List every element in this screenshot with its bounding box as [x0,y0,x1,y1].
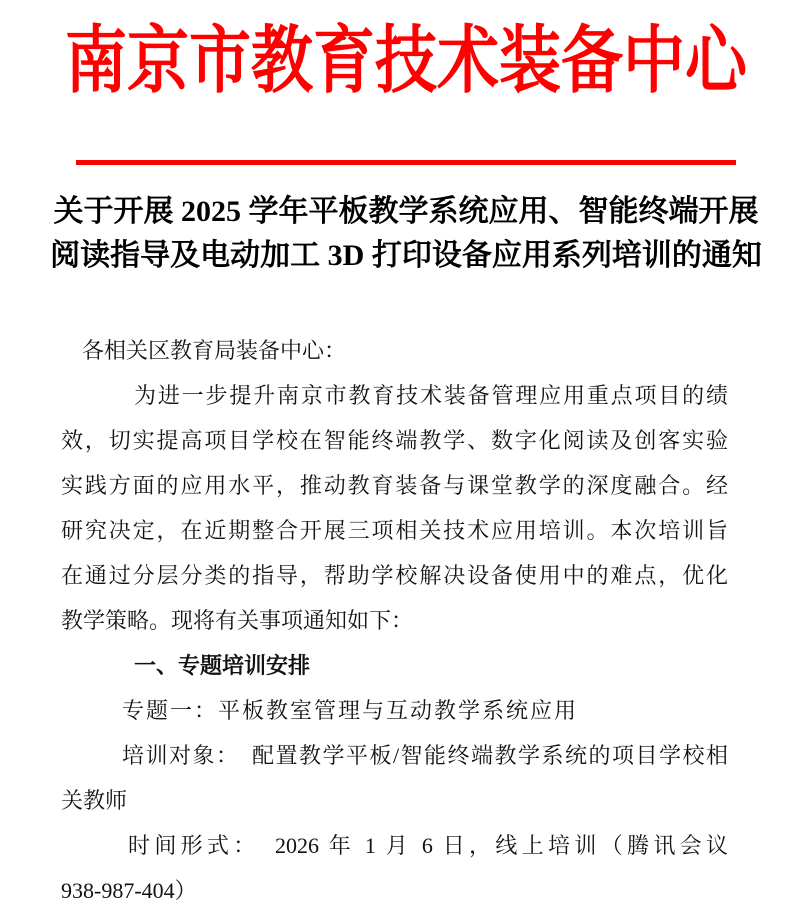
notice-title-line-1: 关于开展 2025 学年平板教学系统应用、智能终端开展 [53,195,759,228]
salutation-line: 各相关区教育局装备中心： [82,338,347,363]
intro-paragraph-line-6: 教学策略。现将有关事项通知如下： [61,608,414,633]
schedule-line-2: 938-987-404） [61,878,197,903]
intro-paragraph-line-4: 研究决定，在近期整合开展三项相关技术应用培训。本次培训旨 [61,518,728,543]
audience-line-2: 关教师 [61,788,128,813]
intro-paragraph-line-5: 在通过分层分类的指导，帮助学校解决设备使用中的难点，优化 [61,563,728,588]
schedule-line-1: 时间形式： 2026 年 1 月 6 日，线上培训（腾讯会议 [128,833,728,858]
letterhead-red-rule [76,160,736,165]
notice-title-line-2: 阅读指导及电动加工 3D 打印设备应用系列培训的通知 [50,239,762,272]
intro-paragraph-line-2: 效，切实提高项目学校在智能终端教学、数字化阅读及创客实验 [61,428,728,453]
section-1-heading: 一、专题培训安排 [134,653,311,678]
topic-1-title-line: 专题一：平板教室管理与互动教学系统应用 [122,698,579,723]
intro-paragraph-line-3: 实践方面的应用水平，推动教育装备与课堂教学的深度融合。经 [61,473,728,498]
audience-line-1: 培训对象： 配置教学平板/智能终端教学系统的项目学校相 [122,743,728,768]
letterhead-org-name: 南京市教育技术装备中心 [64,21,747,103]
intro-paragraph-line-1: 为进一步提升南京市教育技术装备管理应用重点项目的绩 [134,383,728,408]
